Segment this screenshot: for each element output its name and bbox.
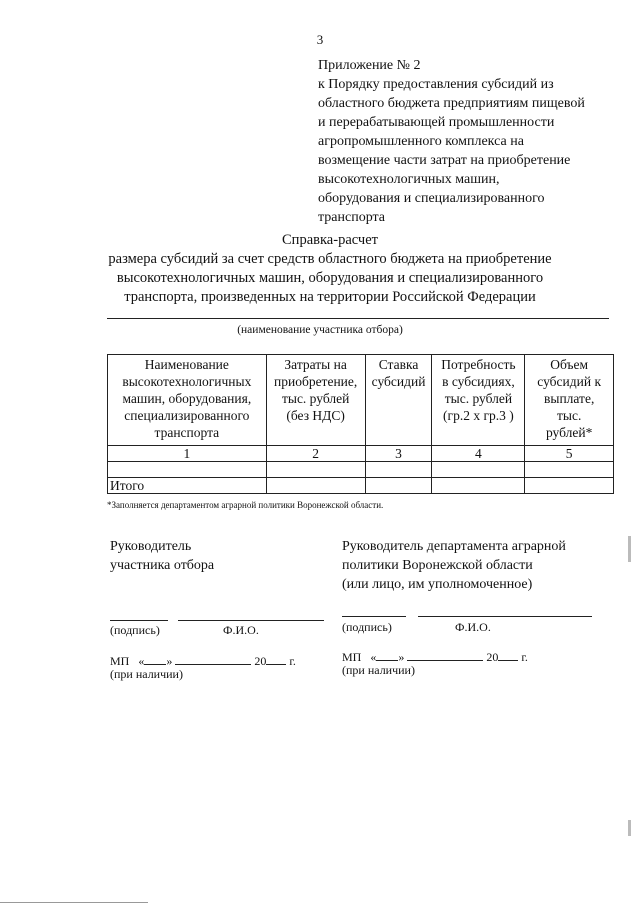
right-signature-label: (подпись) bbox=[342, 620, 392, 634]
subsidy-table bbox=[107, 354, 614, 494]
document-title-line: высокотехнологичных машин, оборудования и специализированного bbox=[116, 270, 544, 286]
appendix-line: возмещение части затрат на приобретение bbox=[318, 153, 571, 168]
document-heading: Справка-расчет bbox=[282, 232, 378, 248]
left-date-line: МП « » 20 г. bbox=[110, 654, 296, 668]
table-cell[interactable] bbox=[432, 478, 525, 494]
left-signatory-title: Руководитель участника отбора bbox=[110, 539, 215, 573]
header-cell-need: Потребность в субсидиях, тыс. рублей (гр.2 х гр.3 ) bbox=[432, 355, 525, 446]
left-month-field[interactable] bbox=[175, 652, 251, 665]
total-row bbox=[108, 478, 614, 494]
column-number: 3 bbox=[365, 446, 432, 462]
table-cell[interactable] bbox=[108, 462, 267, 478]
column-number: 2 bbox=[266, 446, 365, 462]
scan-bottom-line bbox=[0, 902, 148, 903]
header-cell-name: Наименование высокотехнологичных машин, оборудования, специализированного транспорта bbox=[108, 355, 267, 446]
left-year-field[interactable] bbox=[266, 652, 286, 665]
header-cell-rate: Ставка субсидий bbox=[365, 355, 432, 446]
participant-caption: (наименование участника отбора) bbox=[237, 324, 403, 336]
right-signatory-title: Руководитель департамента аграрной политики Воронежской области (или лицо, им уполномоченное) bbox=[342, 539, 566, 592]
table-cell[interactable] bbox=[365, 478, 432, 494]
document-title-line: размера субсидий за счет средств областного бюджета на приобретение bbox=[108, 251, 552, 267]
table-cell[interactable] bbox=[525, 478, 614, 494]
left-day-field[interactable] bbox=[144, 652, 166, 665]
table-cell[interactable] bbox=[432, 462, 525, 478]
left-name-line[interactable] bbox=[178, 620, 324, 621]
appendix-line: и перерабатывающей промышленности bbox=[318, 115, 555, 130]
footnote: *Заполняется департаментом аграрной политики Воронежской области. bbox=[107, 500, 384, 510]
column-number: 4 bbox=[432, 446, 525, 462]
total-label: Итого bbox=[108, 478, 267, 494]
left-stamp-note: (при наличии) bbox=[110, 667, 183, 681]
appendix-line: к Порядку предоставления субсидий из bbox=[318, 77, 554, 92]
right-name-label: Ф.И.О. bbox=[455, 620, 491, 634]
page-number: 3 bbox=[316, 32, 324, 47]
left-signature-label: (подпись) bbox=[110, 623, 160, 637]
appendix-title: Приложение № 2 bbox=[318, 58, 421, 73]
table-cell[interactable] bbox=[266, 478, 365, 494]
column-number-row bbox=[108, 446, 614, 462]
scan-edge-mark bbox=[628, 820, 631, 836]
appendix-line: высокотехнологичных машин, bbox=[318, 172, 500, 187]
right-month-field[interactable] bbox=[407, 648, 483, 661]
table-cell[interactable] bbox=[525, 462, 614, 478]
appendix-header bbox=[318, 56, 628, 227]
table-header-row bbox=[108, 355, 614, 446]
column-number: 1 bbox=[108, 446, 267, 462]
table-row bbox=[108, 462, 614, 478]
appendix-line: областного бюджета предприятиям пищевой bbox=[318, 96, 585, 111]
header-cell-amount: Объем субсидий к выплате, тыс. рублей* bbox=[525, 355, 614, 446]
right-year-field[interactable] bbox=[498, 648, 518, 661]
left-signature-line[interactable] bbox=[110, 620, 168, 621]
appendix-line: транспорта bbox=[318, 210, 386, 225]
right-date-line: МП « » 20 г. bbox=[342, 650, 528, 664]
right-signature-line[interactable] bbox=[342, 616, 406, 617]
right-stamp-note: (при наличии) bbox=[342, 663, 415, 677]
participant-name-line[interactable] bbox=[107, 318, 609, 319]
document-title bbox=[60, 231, 600, 307]
right-day-field[interactable] bbox=[376, 648, 398, 661]
right-stamp-label: МП bbox=[342, 650, 362, 664]
table-cell[interactable] bbox=[365, 462, 432, 478]
appendix-line: оборудования и специализированного bbox=[318, 191, 545, 206]
header-cell-costs: Затраты на приобретение, тыс. рублей (без НДС) bbox=[266, 355, 365, 446]
appendix-line: агропромышленного комплекса на bbox=[318, 134, 524, 149]
table-cell[interactable] bbox=[266, 462, 365, 478]
scan-edge-mark bbox=[628, 536, 631, 562]
left-name-label: Ф.И.О. bbox=[223, 623, 259, 637]
column-number: 5 bbox=[525, 446, 614, 462]
left-stamp-label: МП bbox=[110, 654, 130, 668]
right-name-line[interactable] bbox=[418, 616, 592, 617]
document-title-line: транспорта, произведенных на территории Российской Федерации bbox=[124, 289, 536, 305]
